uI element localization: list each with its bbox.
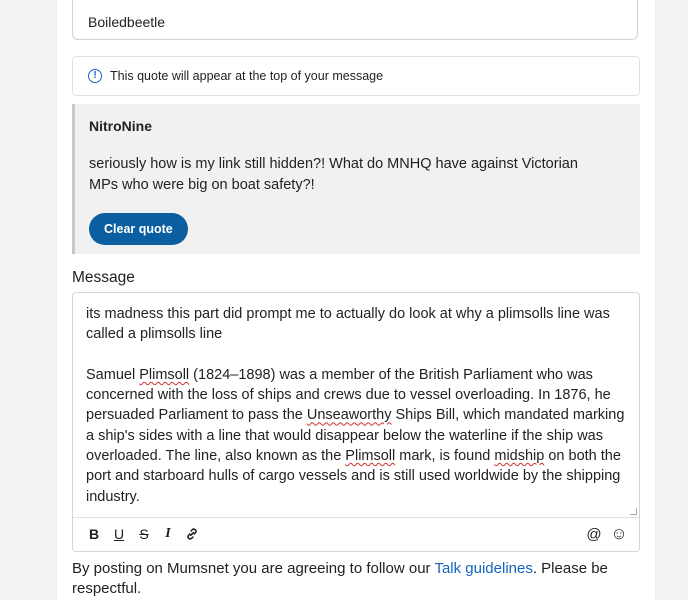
quoted-message <box>72 104 640 254</box>
message-textarea[interactable] <box>86 304 632 507</box>
name-field[interactable] <box>72 0 638 40</box>
info-icon: ! <box>88 69 102 83</box>
emoji-button[interactable]: ☺ <box>610 524 628 543</box>
quote-author: NitroNine <box>89 118 152 134</box>
underline-button[interactable]: U <box>113 526 125 542</box>
quote-info-notice <box>72 56 640 96</box>
message-paragraph: its madness this part did prompt me to actually do look at why a plimsolls line was called a plimsolls line <box>86 306 610 343</box>
spellcheck-word[interactable]: Plimsoll <box>139 366 190 383</box>
message-label: Message <box>72 269 135 286</box>
name-field-value: Boiledbeetle <box>88 14 166 30</box>
mention-button[interactable]: @ <box>586 525 602 543</box>
posting-terms-note: By posting on Mumsnet you are agreeing to follow our Talk guidelines. Please be respectful. <box>72 560 608 597</box>
italic-button[interactable]: I <box>165 526 171 541</box>
spellcheck-word[interactable]: Plimsoll <box>345 448 396 465</box>
message-paragraph: Samuel Plimsoll (1824–1898) was a member of the British Parliament who was concerned with the loss of ships and crews due to vessel overloading. In 1876, he persuaded Parliament to pass the Unseaworthy Ships Bill, which mandated marking a ship's sides with a line that would disappear below the waterline if the ship was overloaded. The line, also known as the Plimsoll mark, is found midship on both the port and starboard hulls of cargo vessels and is still used worldwide by the shipping industry. <box>86 366 625 505</box>
clear-quote-button[interactable]: Clear quote <box>89 213 188 245</box>
bold-button[interactable]: B <box>88 526 100 542</box>
resize-handle[interactable] <box>630 508 637 515</box>
strikethrough-button[interactable]: S <box>139 526 149 542</box>
spellcheck-word[interactable]: midship <box>494 448 545 465</box>
message-editor[interactable] <box>72 292 640 552</box>
quote-text: seriously how is my link still hidden?! What do MNHQ have against Victorian MPs who were big on boat safety?! <box>89 156 578 193</box>
info-notice-text: This quote will appear at the top of your message <box>110 69 384 83</box>
talk-guidelines-link[interactable]: Talk guidelines <box>434 560 533 577</box>
link-icon[interactable] <box>183 525 201 543</box>
spellcheck-word[interactable]: Unseaworthy <box>306 407 392 424</box>
editor-toolbar <box>73 517 639 551</box>
